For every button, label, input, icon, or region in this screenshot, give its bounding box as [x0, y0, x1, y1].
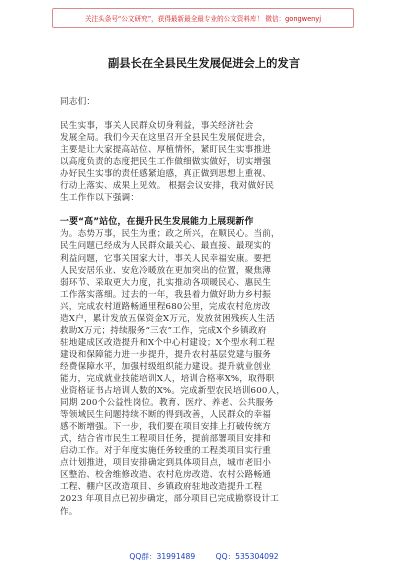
- document-body: [60, 96, 350, 518]
- body-line: 式，结合省市民生工程项目任务，提前部署项目安排和: [60, 434, 272, 445]
- top-banner: 关注头条号“公文研究”，获得最新最全最专业的公文资料库！ 微信：gongwenyj: [52, 8, 354, 28]
- body-line: 启动工作。对于年度实施任务较重的工程类项目实行重: [60, 446, 272, 457]
- body-line: 经费保障水平，加强村级组织能力建设。提升就业创业: [60, 361, 272, 372]
- body-line: 发展全局。我们今天在这里召开全县民生发展促进会，: [60, 133, 272, 144]
- body-line: 利益问题，它事关国家大计，事关人民幸福安康。要把: [60, 253, 272, 264]
- body-line: 2023 年项目点已初步确定，部分项目已完成勘察设计工: [60, 494, 280, 505]
- body-line: 民生实事，事关人民群众切身利益，事关经济社会: [60, 121, 254, 132]
- body-line: 感不断增强。下一步，我们要在项目安排上打破传统方: [60, 422, 272, 433]
- body-line: 点计划推进，项目安排确定到具体项目点，城市老旧小: [60, 458, 272, 469]
- body-line: 以高度负责的态度把民生工作做细做实做好，切实增强: [60, 157, 272, 168]
- body-line: 兴，完成农村道路畅通里程680公里，完成农村危房改: [60, 301, 271, 312]
- body-line: 区整治、校舍维修改造、农村危房改造、农村公路畅通: [60, 470, 272, 481]
- body-line: 建设和保障能力进一步提升，提升农村基层党建与服务: [60, 349, 272, 360]
- body-line: 主要是让大家提高站位、厚植情怀，紧盯民生实事推进: [60, 145, 272, 156]
- body-line: 弱环节、采取更大力度，扎实推动各项暖民心、惠民生: [60, 277, 272, 288]
- section-heading-line: 一要“高”站位，在提升民生发展能力上展现新作: [60, 217, 254, 228]
- body-line: 行动上落实、成果上见效。 根据会议安排，我对做好民: [60, 181, 274, 192]
- body-line: 驻地建成区改造提升和X个中心村建设；X个型水利工程: [60, 337, 275, 348]
- body-line: 为。态势万事，民生为重；政之所兴，在顺民心。当前，: [60, 229, 280, 240]
- body-line: 人民安居乐业、安危冷暖放在更加突出的位置，聚焦薄: [60, 265, 272, 276]
- body-line: 工作落实落细。过去的一年，我县着力做好助力乡村振: [60, 289, 272, 300]
- body-line: 办好民生实事的责任感紧迫感，真正做到思想上重视、: [60, 169, 272, 180]
- paragraph-gap: [60, 108, 350, 120]
- body-line: 业资格证书占培训人数的X%。完成新型农民培训600人，: [60, 386, 286, 397]
- document-title: 副县长在全县民生发展促进会上的发言: [107, 57, 301, 70]
- body-line: 生工作作以下强调：: [60, 193, 140, 204]
- qq-group-contact: QQ群：31991489: [129, 552, 196, 561]
- footer: [0, 551, 408, 562]
- body-line: 能力，完成就业技能培训X人，培训合格率X%，取得职: [60, 373, 275, 384]
- qq-contact: QQ：535304092: [215, 552, 279, 561]
- body-line: 等领域民生问题持续不断的得到改善，人民群众的幸福: [60, 410, 272, 421]
- body-line: 民生问题已经成为人民群众最关心、最直接、最现实的: [60, 241, 272, 252]
- body-line: 工程、棚户区改造项目、乡镇政府驻地改造提升工程: [60, 482, 263, 493]
- body-line: 造X户，累计发放五保资金X万元，发放贫困残疾人生活: [60, 313, 275, 324]
- body-line: 同期 200个公益性岗位。教育、医疗、养老、公共服务: [60, 398, 274, 409]
- body-line: 作。: [60, 506, 78, 517]
- body-line: 同志们：: [60, 97, 96, 107]
- paragraph-gap: [60, 204, 350, 216]
- body-line: 救助X万元；持续服务“三农”工作，完成X个乡镇政府: [60, 325, 267, 336]
